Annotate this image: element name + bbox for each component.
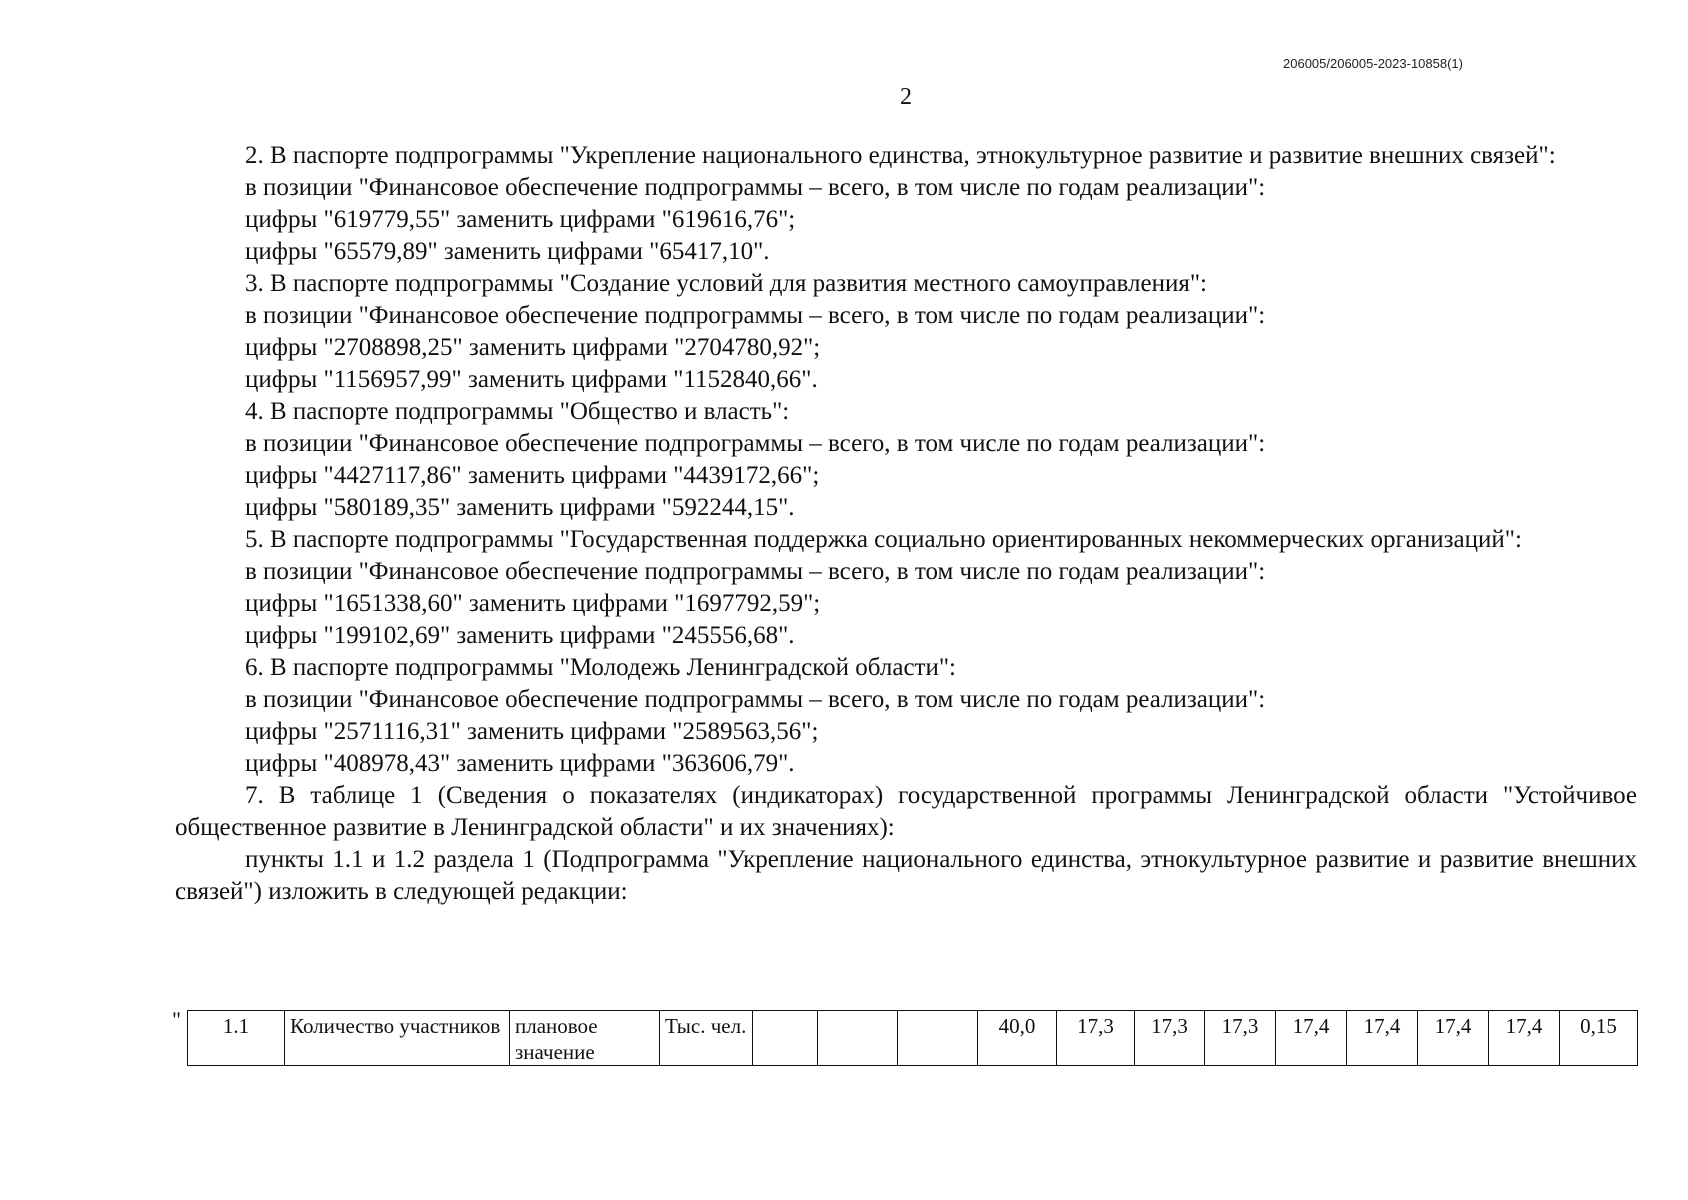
text-line: цифры "199102,69" заменить цифрами "245556,68". [245,622,795,649]
text-line: цифры "2708898,25" заменить цифрами "2704780,92"; [245,334,821,361]
table-row [188,1011,1638,1066]
table-cell [818,1011,898,1066]
table-cell: плановое значение [510,1011,660,1066]
registration-number: 206005/206005-2023-10858(1) [1283,56,1463,71]
text-line: в позиции "Финансовое обеспечение подпрограммы – всего, в том числе по годам реализации": [245,686,1266,713]
table-cell [898,1011,978,1066]
text-line: 3. В паспорте подпрограммы "Создание условий для развития местного самоуправления": [245,270,1207,297]
table-cell [753,1011,818,1066]
table-cell: 0,15 [1560,1011,1638,1066]
paragraph: пункты 1.1 и 1.2 раздела 1 (Подпрограмма "Укрепление национального единства, этнокультурное развитие и развитие внешних связей") изложить в следующей редакции: [175,846,1637,905]
text-line: в позиции "Финансовое обеспечение подпрограммы – всего, в том числе по годам реализации": [245,430,1266,457]
table-cell: Количество участников [285,1011,510,1066]
opening-quote-mark: " [172,1007,181,1032]
table-cell: 17,4 [1276,1011,1347,1066]
table-cell: 17,4 [1347,1011,1418,1066]
paragraph: 7. В таблице 1 (Сведения о показателях (индикаторах) государственной программы Ленинградской области "Устойчивое общественное развитие в Ленинградской области" и их значениях): [175,782,1637,841]
document-body [175,140,1637,908]
text-line: цифры "4427117,86" заменить цифрами "4439172,66"; [245,462,820,489]
text-line: цифры "1156957,99" заменить цифрами "1152840,66". [245,366,818,393]
text-line: цифры "2571116,31" заменить цифрами "2589563,56"; [245,718,819,745]
text-line: 6. В паспорте подпрограммы "Молодежь Ленинградской области": [245,654,956,681]
table-cell: 40,0 [978,1011,1057,1066]
text-line: 4. В паспорте подпрограммы "Общество и власть": [245,398,790,425]
text-line: цифры "580189,35" заменить цифрами "592244,15". [245,494,795,521]
page-number: 2 [900,84,912,110]
indicator-table [187,1010,1638,1066]
table-cell: 17,4 [1489,1011,1560,1066]
text-line: цифры "65579,89" заменить цифрами "65417,10". [245,238,770,265]
table-cell: 17,4 [1418,1011,1489,1066]
text-line: цифры "1651338,60" заменить цифрами "1697792,59"; [245,590,821,617]
table-cell: 17,3 [1205,1011,1276,1066]
text-line: в позиции "Финансовое обеспечение подпрограммы – всего, в том числе по годам реализации": [245,558,1266,585]
text-line: в позиции "Финансовое обеспечение подпрограммы – всего, в том числе по годам реализации": [245,174,1266,201]
table-cell: 17,3 [1057,1011,1135,1066]
text-line: цифры "619779,55" заменить цифрами "619616,76"; [245,206,796,233]
table-cell: Тыс. чел. [660,1011,753,1066]
paragraph: 5. В паспорте подпрограммы "Государственная поддержка социально ориентированных некоммерческих организаций": [245,526,1522,553]
table-cell: 1.1 [188,1011,285,1066]
table-cell: 17,3 [1135,1011,1205,1066]
paragraph: 2. В паспорте подпрограммы "Укрепление национального единства, этнокультурное развитие и развитие внешних связей": [245,142,1556,169]
text-line: цифры "408978,43" заменить цифрами "363606,79". [245,750,795,777]
text-line: в позиции "Финансовое обеспечение подпрограммы – всего, в том числе по годам реализации": [245,302,1266,329]
